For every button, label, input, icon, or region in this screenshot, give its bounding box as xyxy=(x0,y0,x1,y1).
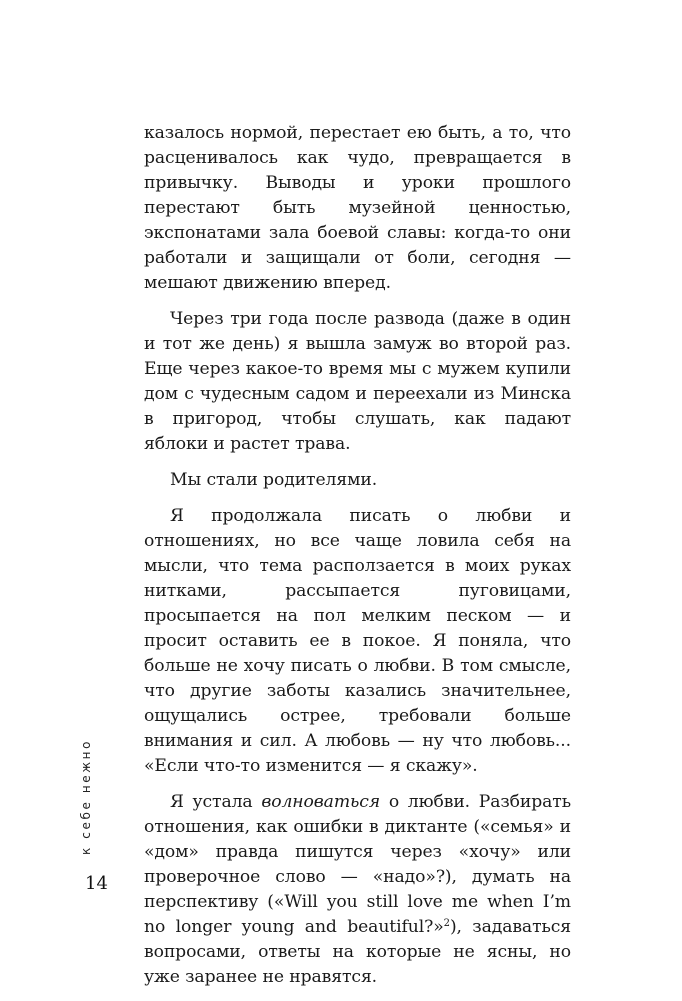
paragraph-5-text-c: ), задаваться вопросами, ответы на которые не ясны, но уже заранее не нравятся. xyxy=(144,917,572,987)
paragraph-5 xyxy=(144,790,571,990)
footnote-reference: 2 xyxy=(443,918,450,929)
paragraph-5-text-a: Я устала xyxy=(170,792,262,812)
paragraph-1 xyxy=(144,121,571,296)
paragraph-4 xyxy=(144,504,571,779)
paragraph-3 xyxy=(144,468,571,493)
body-text xyxy=(144,121,571,1001)
running-head: к себе нежно xyxy=(79,738,93,855)
paragraph-2 xyxy=(144,307,571,457)
paragraph-1-text: казалось нормой, перестает ею быть, а то, что расценивалось как чудо, превращается в привычку. Выводы и уроки прошлого перестают быть музейной ценностью, экспонатами зала боевой славы: когда-то они работали и защищали от боли, сегодня — мешают движению вперед. xyxy=(144,123,571,293)
paragraph-3-text: Мы стали родителями. xyxy=(170,470,378,490)
page-number: 14 xyxy=(85,873,108,894)
paragraph-2-text: Через три года после развода (даже в один и тот же день) я вышла замуж во второй раз. Еще через какое-то время мы с мужем купили дом с чудесным садом и переехали из Минска в пригород, чтобы слушать, как падают яблоки и растет трава. xyxy=(144,309,571,454)
paragraph-5-italic-word: волноваться xyxy=(261,792,381,812)
paragraph-5-text-b: о любви. Разбирать отношения, как ошибки в диктанте («семья» и «дом» правда пишутся через «хочу» или проверочное слово — «надо»?), думать на перспективу («Will you still love me when I’m no longer young and beautiful?» xyxy=(144,792,571,937)
paragraph-4-text: Я продолжала писать о любви и отношениях, но все чаще ловила себя на мысли, что тема расползается в моих руках нитками, рассыпается пуговицами, просыпается на пол мелким песком — и просит оставить ее в покое. Я поняла, что больше не хочу писать о любви. В том смысле, что другие заботы казались значительнее, ощущались острее, требовали больше внимания и сил. А любовь — ну что любовь... «Если что-то изменится — я скажу». xyxy=(144,506,571,776)
